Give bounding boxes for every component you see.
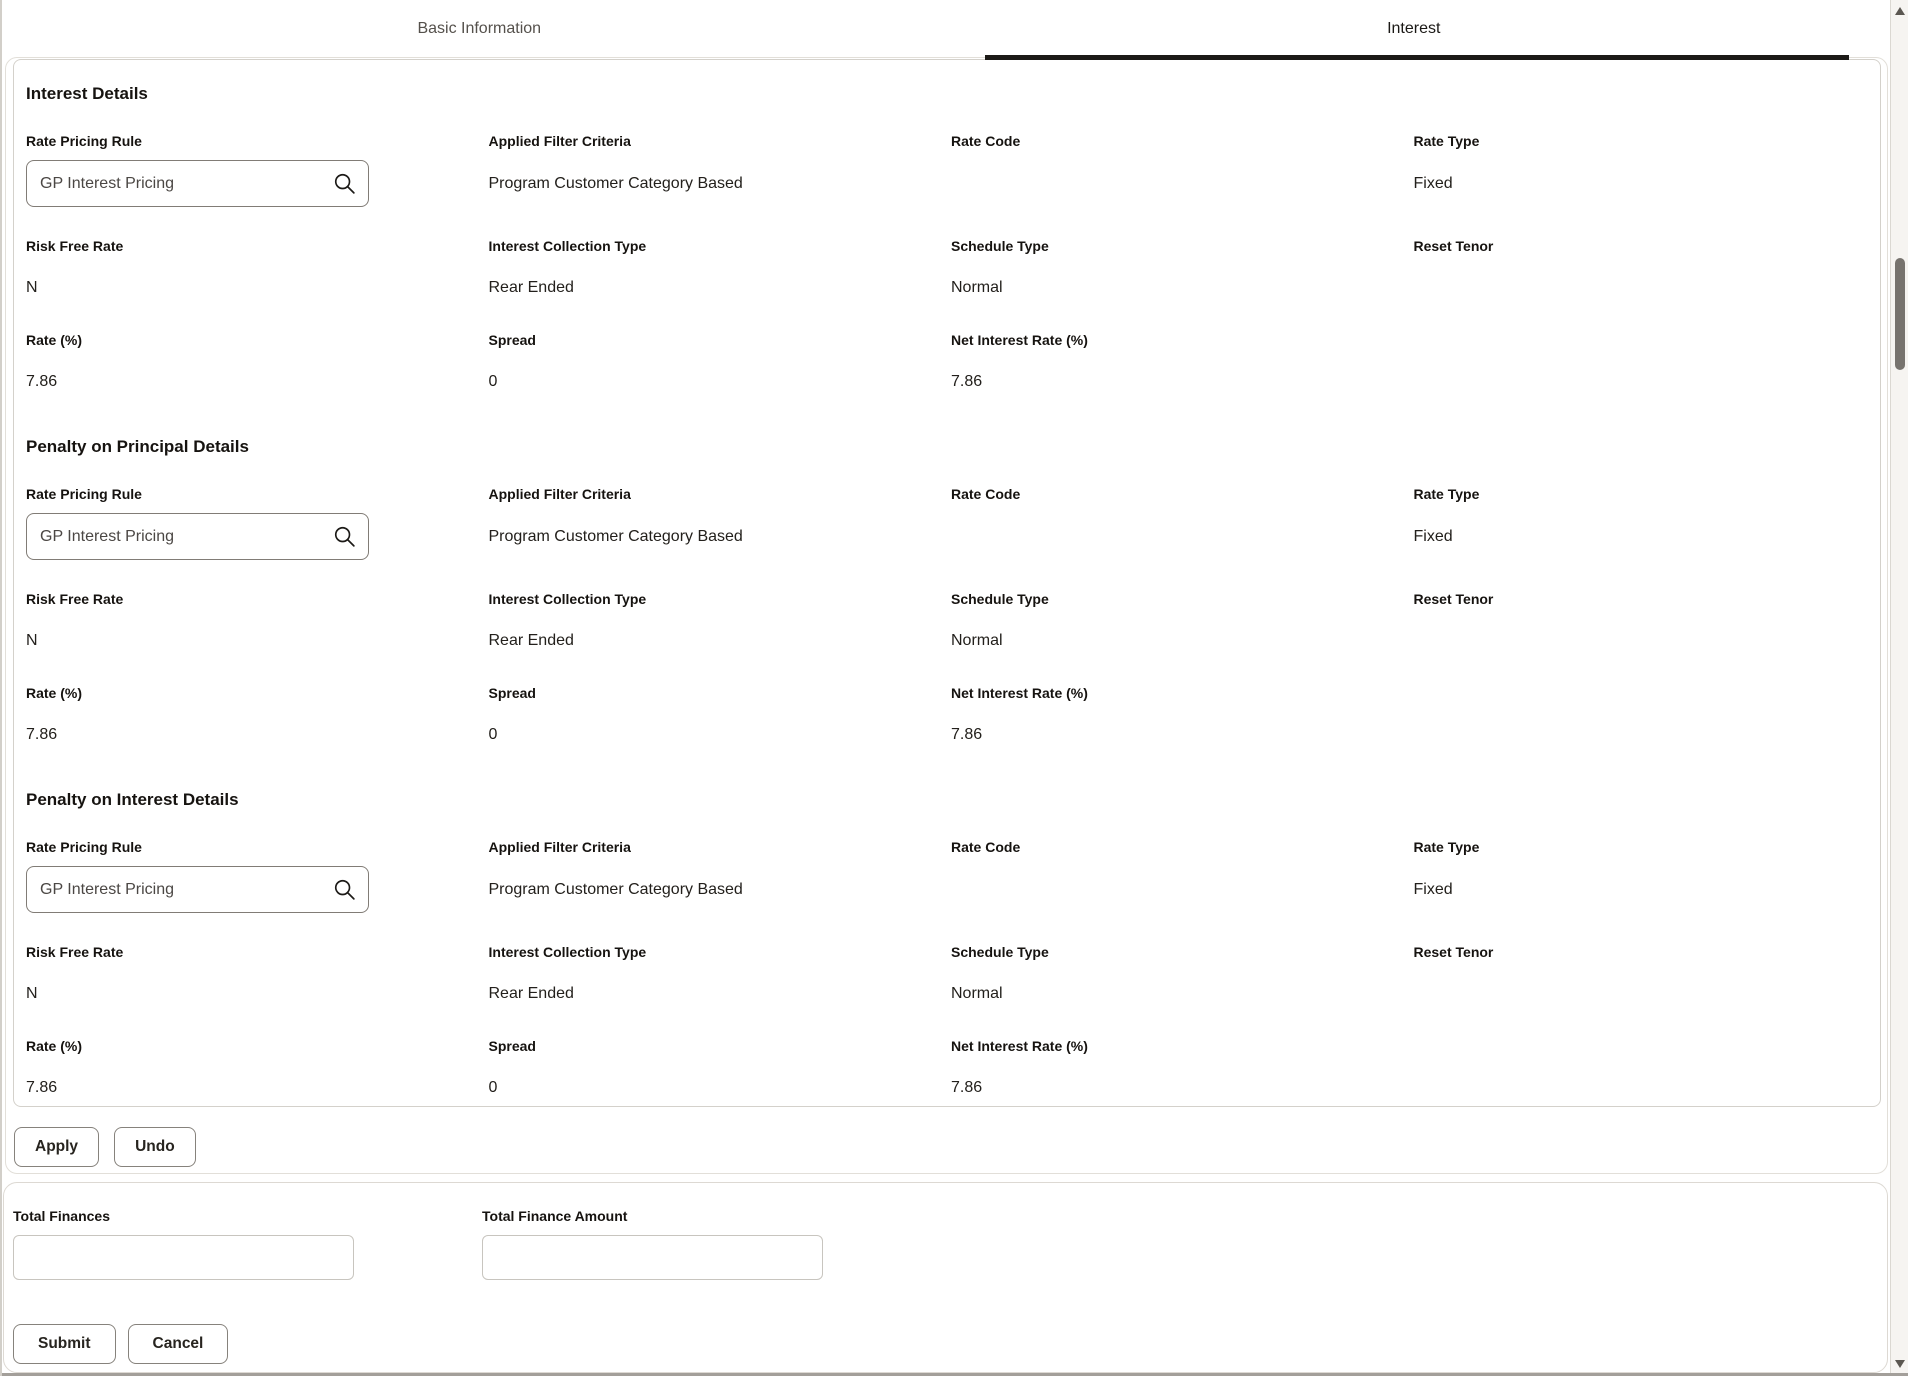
field-applied-filter-criteria (489, 485, 952, 560)
field-value (1414, 981, 1877, 1007)
form-section (26, 82, 1876, 395)
submit-button[interactable]: Submit (13, 1324, 116, 1364)
field-total-finance-amount (482, 1207, 951, 1280)
field-label: Rate (%) (26, 332, 83, 348)
field-value (951, 513, 1414, 560)
field-label: Rate Pricing Rule (26, 839, 142, 855)
field-label: Interest Collection Type (488, 591, 647, 607)
field-value: 7.86 (26, 1079, 58, 1096)
field-value: N (26, 279, 38, 296)
field-applied-filter-criteria (489, 132, 952, 207)
field-rate-pricing-rule (26, 132, 489, 207)
field-risk-free-rate (26, 590, 489, 654)
field-rate-percent (26, 1037, 489, 1101)
tab-interest[interactable]: Interest (947, 0, 1882, 57)
field-value: Normal (951, 279, 1003, 296)
field-value: Fixed (1413, 527, 1453, 545)
field-rate-percent (26, 331, 489, 395)
field-label: Net Interest Rate (%) (951, 1038, 1088, 1054)
field-rate-type (1414, 132, 1877, 207)
field-empty (1414, 1037, 1877, 1101)
field-row (26, 1037, 1876, 1101)
actions-row (13, 1324, 1887, 1364)
field-label: Rate Type (1413, 839, 1480, 855)
field-rate-percent (26, 684, 489, 748)
cancel-button[interactable]: Cancel (128, 1324, 229, 1364)
field-value: Rear Ended (488, 279, 574, 296)
field-label: Applied Filter Criteria (488, 486, 631, 502)
field-value: Fixed (1413, 174, 1453, 192)
tab-bar (12, 0, 1881, 57)
field-row (26, 684, 1876, 748)
totals-panel (3, 1182, 1888, 1373)
field-rate-type (1414, 838, 1877, 913)
interest-tab-panel (5, 57, 1888, 1174)
field-label: Reset Tenor (1413, 238, 1494, 254)
total-finances-input[interactable] (13, 1235, 354, 1280)
field-value: Program Customer Category Based (488, 527, 743, 545)
field-label: Rate (%) (26, 1038, 83, 1054)
field-value: Program Customer Category Based (488, 174, 743, 192)
field-value: Rear Ended (488, 632, 574, 649)
field-rate-code (951, 132, 1414, 207)
rate-pricing-rule-input[interactable] (26, 160, 369, 207)
field-value: Rear Ended (488, 985, 574, 1002)
rate-pricing-rule-lookup (26, 513, 369, 560)
field-interest-collection-type (489, 943, 952, 1007)
scroll-down-arrow-icon[interactable] (1895, 1360, 1905, 1368)
field-label: Applied Filter Criteria (488, 839, 631, 855)
field-value: 7.86 (26, 373, 58, 390)
vertical-scrollbar[interactable] (1890, 0, 1908, 1376)
field-label: Net Interest Rate (%) (951, 685, 1088, 701)
field-schedule-type (951, 237, 1414, 301)
field-empty (1414, 331, 1877, 395)
field-value: 7.86 (26, 726, 58, 743)
field-label: Interest Collection Type (488, 238, 647, 254)
field-label: Rate Pricing Rule (26, 133, 142, 149)
field-row (26, 590, 1876, 654)
scrollbar-thumb[interactable] (1895, 258, 1905, 370)
field-value: 7.86 (951, 373, 983, 390)
search-icon[interactable] (332, 877, 357, 902)
field-label: Risk Free Rate (26, 591, 124, 607)
section-title: Penalty on Principal Details (26, 437, 249, 456)
field-value: 0 (488, 726, 498, 743)
field-value: 7.86 (951, 1079, 983, 1096)
field-label: Spread (488, 332, 536, 348)
rate-pricing-rule-input[interactable] (26, 513, 369, 560)
field-value (951, 866, 1414, 913)
field-rate-pricing-rule (26, 485, 489, 560)
field-interest-collection-type (489, 590, 952, 654)
field-label: Rate Code (951, 486, 1021, 502)
field-row (26, 331, 1876, 395)
field-label: Interest Collection Type (488, 944, 647, 960)
field-label: Spread (488, 1038, 536, 1054)
field-value (1414, 275, 1877, 301)
field-value (1414, 351, 1877, 377)
apply-button[interactable]: Apply (14, 1127, 99, 1167)
form-section (26, 788, 1876, 1101)
field-value: N (26, 985, 38, 1002)
field-row (26, 237, 1876, 301)
field-rate-pricing-rule (26, 838, 489, 913)
field-value: Normal (951, 632, 1003, 649)
field-rate-code (951, 838, 1414, 913)
field-spread (489, 331, 952, 395)
field-applied-filter-criteria (489, 838, 952, 913)
field-reset-tenor (1414, 590, 1877, 654)
field-value: 7.86 (951, 726, 983, 743)
field-spread (489, 684, 952, 748)
field-label: Schedule Type (951, 591, 1049, 607)
field-label: Rate Type (1413, 133, 1480, 149)
field-schedule-type (951, 943, 1414, 1007)
undo-button[interactable]: Undo (114, 1127, 196, 1167)
field-label: Rate (%) (26, 685, 83, 701)
field-row (26, 943, 1876, 1007)
field-label: Applied Filter Criteria (488, 133, 631, 149)
field-net-interest-rate (951, 1037, 1414, 1101)
field-row (26, 132, 1876, 207)
field-schedule-type (951, 590, 1414, 654)
field-spread (489, 1037, 952, 1101)
tab-basic-information[interactable]: Basic Information (417, 19, 542, 37)
total-finance-amount-input[interactable] (482, 1235, 823, 1280)
rate-pricing-rule-input[interactable] (26, 866, 369, 913)
field-row (26, 485, 1876, 560)
field-value (951, 160, 1414, 207)
field-label: Schedule Type (951, 944, 1049, 960)
section-title: Penalty on Interest Details (26, 790, 239, 809)
field-value: Normal (951, 985, 1003, 1002)
field-label: Net Interest Rate (%) (951, 332, 1088, 348)
panel-footer (14, 1127, 1887, 1167)
total-finance-amount-label: Total Finance Amount (482, 1208, 628, 1224)
field-label: Rate Type (1413, 486, 1480, 502)
field-value (1414, 704, 1877, 730)
scroll-up-arrow-icon[interactable] (1895, 7, 1905, 15)
field-label: Risk Free Rate (26, 944, 124, 960)
field-value: Fixed (1413, 880, 1453, 898)
field-empty (1414, 684, 1877, 748)
field-label: Spread (488, 685, 536, 701)
field-net-interest-rate (951, 331, 1414, 395)
interest-form-card (13, 59, 1881, 1107)
search-icon[interactable] (332, 524, 357, 549)
search-icon[interactable] (332, 171, 357, 196)
field-value: Program Customer Category Based (488, 880, 743, 898)
field-total-finances (13, 1207, 482, 1280)
field-label: Rate Code (951, 133, 1021, 149)
field-label: Reset Tenor (1413, 944, 1494, 960)
field-label: Rate Code (951, 839, 1021, 855)
rate-pricing-rule-lookup (26, 160, 369, 207)
totals-grid (13, 1207, 1887, 1280)
field-label: Risk Free Rate (26, 238, 124, 254)
field-rate-code (951, 485, 1414, 560)
field-reset-tenor (1414, 237, 1877, 301)
field-interest-collection-type (489, 237, 952, 301)
field-label: Reset Tenor (1413, 591, 1494, 607)
field-label: Schedule Type (951, 238, 1049, 254)
field-net-interest-rate (951, 684, 1414, 748)
field-rate-type (1414, 485, 1877, 560)
rate-pricing-rule-lookup (26, 866, 369, 913)
field-value: 0 (488, 1079, 498, 1096)
field-risk-free-rate (26, 943, 489, 1007)
field-risk-free-rate (26, 237, 489, 301)
total-finances-label: Total Finances (13, 1208, 110, 1224)
field-value (1414, 1057, 1877, 1083)
form-section (26, 435, 1876, 748)
field-reset-tenor (1414, 943, 1877, 1007)
field-value: N (26, 632, 38, 649)
section-title: Interest Details (26, 84, 148, 103)
sections-container (26, 82, 1876, 1101)
field-row (26, 838, 1876, 913)
field-value (1414, 628, 1877, 654)
field-value: 0 (488, 373, 498, 390)
field-label: Rate Pricing Rule (26, 486, 142, 502)
